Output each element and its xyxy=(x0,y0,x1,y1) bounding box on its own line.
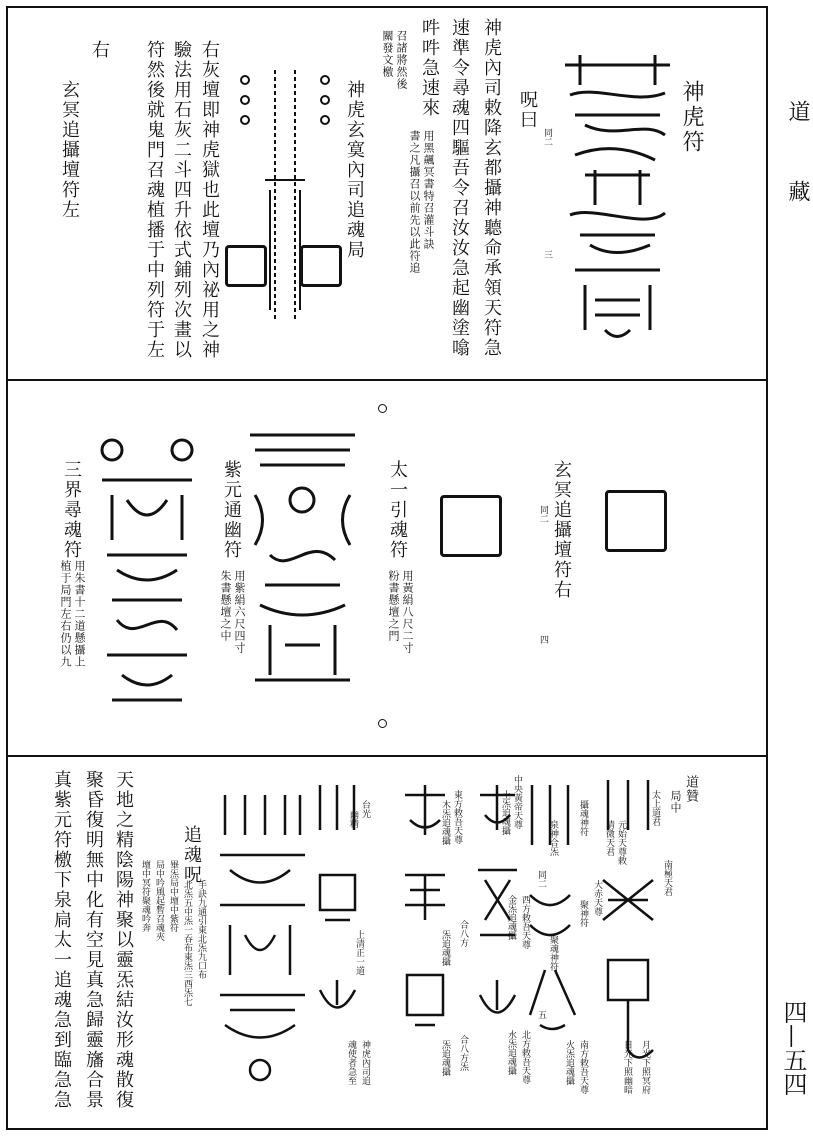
desc-line-3: 符然後就鬼門召魂植播于中列符于左 xyxy=(144,40,165,360)
margin-top-char: 道 xyxy=(785,100,810,122)
taiyi-title: 太一引魂符 xyxy=(387,460,408,560)
sanjie-note-1: 用朱書十二道懸攝上 xyxy=(73,560,86,668)
seal-panel2-right xyxy=(605,490,667,552)
chant-line-1: 神虎內司敕降玄都攝神聽命承領天符急 xyxy=(481,18,502,358)
daozan: 道贊 xyxy=(683,775,698,803)
panel2-right-title: 玄冥追攝壇符右 xyxy=(551,460,572,600)
seal-panel2-mid xyxy=(440,495,502,557)
taiyi-note-2: 粉書懸壇之門 xyxy=(387,570,400,642)
col3-note-6: 水炁追魂攝 xyxy=(506,1030,516,1075)
shenhu-talisman xyxy=(555,45,680,345)
divider-top xyxy=(6,379,768,381)
note-1: 用黑飆冥書特召灌斗訣 xyxy=(422,130,435,250)
seal-left xyxy=(225,245,267,287)
col1-note-1: 元始天尊敕 xyxy=(616,820,626,865)
col5-note-4: 神虎內司追 xyxy=(360,1040,370,1085)
note-3: 召諸將然後 xyxy=(395,30,408,90)
ju-zhong: 局中 xyxy=(669,790,682,814)
sanjie-talisman xyxy=(92,430,202,710)
zhui-hun-zhou-title: 追魂呪 xyxy=(181,825,202,885)
chant-note-1: 手訣九通引東北炁九口布 xyxy=(196,880,206,979)
col5-note-5: 魂使者急至 xyxy=(346,1040,356,1085)
col1-side: 南極天君 xyxy=(662,860,672,896)
col4-note-1: 東方敕吾天尊 xyxy=(452,790,462,844)
ziyuan-note-1: 用紫絹六尺四寸 xyxy=(233,570,246,654)
chant-note-3: 畢炁局中壇中紫符 xyxy=(168,860,178,932)
taiyi-note-1: 用黃絹八尺二寸 xyxy=(401,570,414,654)
seal-right xyxy=(300,245,342,287)
col1-note-2: 清微天君 xyxy=(604,820,614,856)
chant-text-line-2: 聚昏復明無中化有空見真急歸靈旛合景 xyxy=(83,770,104,1110)
hole-marker-2 xyxy=(378,719,387,728)
hole-marker-1 xyxy=(378,404,387,413)
page-number: 四—五四 xyxy=(779,1000,807,1096)
sanjie-note-2: 植于局門左右仍以九 xyxy=(59,560,72,668)
desc-line-1: 右灰壇即神虎獄也此壇乃內祕用之神 xyxy=(199,40,220,360)
panel2-right-note: 同二 xyxy=(538,505,548,523)
chant-text-line-3: 真紫元符檄下泉扃太一追魂急到臨急急 xyxy=(51,770,72,1110)
column1-talisman xyxy=(598,770,658,1070)
ziyuan-note-2: 朱書懸壇之中 xyxy=(219,570,232,642)
col5-note-2: 幽精 xyxy=(348,810,358,828)
chant-line-2: 速準令尋魂四驅吾令召汝汝急起幽塗噏 xyxy=(449,18,470,358)
note-san: 三 xyxy=(542,250,552,259)
divider-bottom xyxy=(6,755,768,757)
office-title: 神虎玄寞內司追魂局 xyxy=(344,80,365,260)
col3-note-2: 土炁追魂攝 xyxy=(500,790,510,835)
col5-note-3: 上清正一道 xyxy=(354,930,364,975)
col4-note-3: 合八方 xyxy=(458,920,468,947)
col4-note-4: 炁追魂攝 xyxy=(440,930,450,966)
col1-note-5: 日光下照幽暗 xyxy=(622,1040,632,1094)
taiyi-talisman xyxy=(240,425,365,695)
chant-note-2: 北炁五中炁一吞布東炁三西炁七 xyxy=(182,880,192,1006)
col2-note-5: 火炁追魂攝 xyxy=(564,1040,574,1085)
left-title: 玄冥追攝壇符左 xyxy=(59,80,80,220)
col1-top: 太上道君 xyxy=(650,790,660,826)
col2-note-4: 南方敕吾天尊 xyxy=(578,1040,588,1094)
col3-note-4: 金炁追魂攝 xyxy=(506,895,516,940)
ziyuan-title: 紫元通幽符 xyxy=(221,460,242,560)
col2-note-3: 聚魂神符 xyxy=(548,935,558,971)
large-composite-talisman xyxy=(210,785,310,1085)
chant-note-4: 局中吟風起暫召魂夾 xyxy=(154,860,164,941)
title-shenhu-fu: 神虎符 xyxy=(679,80,704,155)
col4-note-6: 炁追魂攝 xyxy=(440,1040,450,1076)
col2-title: 攝魂神符 xyxy=(578,800,588,836)
col3-number-1: 同二 xyxy=(536,870,546,888)
banner-diagram xyxy=(225,40,345,350)
sanjie-title: 三界尋魂符 xyxy=(61,460,82,560)
col3-note-3: 西方敕吾天尊 xyxy=(520,895,530,949)
note-4: 關發文檄 xyxy=(381,30,394,78)
col4-note-5: 合八方炁 xyxy=(458,1035,468,1071)
chant-label: 呪曰 xyxy=(517,90,538,130)
col1-note-3: 大赤天尊 xyxy=(592,880,602,916)
panel2-number: 四 xyxy=(538,635,548,644)
desc-line-2: 驗法用石灰二斗四升依式鋪列次畫以 xyxy=(171,40,192,360)
note-2: 書之凡攝召以前先以此符追 xyxy=(408,130,421,274)
desc-line-4: 右 xyxy=(89,40,110,60)
col1-note-4: 月光下照冥府 xyxy=(640,1040,650,1094)
chant-line-3: 吽吽急速來 xyxy=(419,18,440,118)
chant-note-5: 壇中冥符聚魂吟奔 xyxy=(140,860,150,932)
margin-bottom-char: 藏 xyxy=(785,180,810,202)
col3-note-5: 北方敕吾天尊 xyxy=(520,1030,530,1084)
note-tong-er-1: 同二 xyxy=(542,128,552,146)
col4-note-2: 木炁追魂攝 xyxy=(440,800,450,845)
col5-note-1: 台光 xyxy=(360,800,370,818)
col3-number-2: 五 xyxy=(536,1010,546,1019)
col2-note-1: 泉神合炁 xyxy=(548,820,558,856)
chant-text-line-1: 天地之精陰陽神聚以靈炁結汝形魂散復 xyxy=(113,770,134,1110)
col2-note-2: 聚神符 xyxy=(578,900,588,927)
col3-note-1: 中央黃帝天尊 xyxy=(512,775,522,829)
